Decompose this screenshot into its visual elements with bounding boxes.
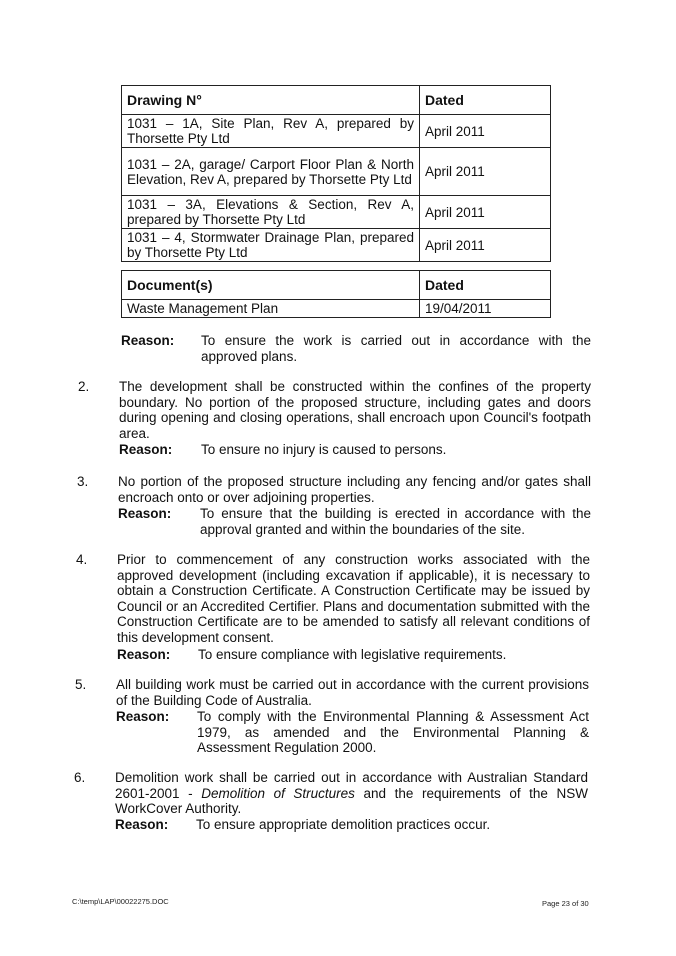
reason-text: To ensure compliance with legislative requirements. xyxy=(198,647,507,662)
drawing-date: April 2011 xyxy=(420,148,551,196)
standard-title: Demolition of Structures xyxy=(201,785,355,801)
reason-text: To ensure the work is carried out in accordance with the approved plans. xyxy=(201,333,591,364)
column-header-dated: Dated xyxy=(420,86,551,115)
column-header-drawing: Drawing N° xyxy=(122,86,420,115)
drawings-table xyxy=(121,85,551,262)
drawing-description: 1031 – 4, Stormwater Drainage Plan, prepared by Thorsette Pty Ltd xyxy=(122,229,420,262)
condition-number: 2. xyxy=(78,379,90,394)
column-header-dated: Dated xyxy=(420,271,551,300)
condition-text xyxy=(115,770,588,817)
table-row xyxy=(122,148,551,196)
condition-text-end: and the requirements of the NSW WorkCover Authority. xyxy=(115,785,588,816)
table-row xyxy=(122,115,551,148)
condition-text: All building work must be carried out in accordance with the current provisions of the Building Code of Australia. xyxy=(116,677,589,708)
reason-text: To ensure no injury is caused to persons. xyxy=(201,442,447,457)
condition-text: No portion of the proposed structure including any fencing and/or gates shall encroach onto or over adjoining properties. xyxy=(118,474,591,505)
reason-block xyxy=(119,442,591,458)
reason-label: Reason: xyxy=(121,333,175,348)
reason-label: Reason: xyxy=(119,442,173,457)
reason-label: Reason: xyxy=(118,506,172,521)
reason-label: Reason: xyxy=(115,817,169,832)
table-header-row xyxy=(122,271,551,300)
table-row xyxy=(122,196,551,229)
footer-page-number: Page 23 of 30 xyxy=(542,899,589,908)
condition-number: 5. xyxy=(75,677,87,692)
condition-text: Prior to commencement of any construction works associated with the approved development (including excavation if applicable), it is necessary to obtain a Construction Certificate. A Construction Certificate may be issued by Council or an Accredited Certifier. Plans and documentation submitted with the Construction Certificate are to be amended to satisfy all relevant conditions of this development consent. xyxy=(117,552,590,645)
reason-block xyxy=(118,506,591,538)
drawing-description: 1031 – 2A, garage/ Carport Floor Plan & North Elevation, Rev A, prepared by Thorsette Pty Ltd xyxy=(122,148,420,196)
reason-block xyxy=(121,333,591,365)
drawing-date: April 2011 xyxy=(420,196,551,229)
drawing-description: 1031 – 1A, Site Plan, Rev A, prepared by Thorsette Pty Ltd xyxy=(122,115,420,148)
reason-block xyxy=(115,817,588,833)
condition-text: The development shall be constructed within the confines of the property boundary. No portion of the proposed structure, including gates and doors during opening and closing operations, shall encroach upon Council's footpath area. xyxy=(119,379,591,441)
drawing-date: April 2011 xyxy=(420,229,551,262)
reason-block xyxy=(117,647,590,663)
table-row xyxy=(122,300,551,318)
condition-item xyxy=(74,770,588,818)
condition-text-start: Demolition work shall be carried out in accordance with Australian Standard 2601-2001 - xyxy=(115,770,588,801)
reason-text: To ensure that the building is erected in accordance with the approval granted and within the boundaries of the site. xyxy=(200,506,591,537)
documents-table xyxy=(121,270,551,318)
condition-item xyxy=(75,677,589,709)
condition-number: 4. xyxy=(76,552,88,567)
condition-item xyxy=(77,474,591,506)
column-header-documents: Document(s) xyxy=(122,271,420,300)
reason-label: Reason: xyxy=(116,709,170,724)
condition-item xyxy=(78,379,591,443)
reason-text: To ensure appropriate demolition practices occur. xyxy=(196,817,491,832)
reason-text: To comply with the Environmental Planning & Assessment Act 1979, as amended and the Environmental Planning & Assessment Regulation 2000. xyxy=(197,709,589,755)
footer-file-path: C:\temp\LAP\00022275.DOC xyxy=(72,897,169,906)
condition-item xyxy=(76,552,590,648)
table-row xyxy=(122,229,551,262)
drawing-date: April 2011 xyxy=(420,115,551,148)
reason-label: Reason: xyxy=(117,647,171,662)
reason-block xyxy=(116,709,589,757)
condition-number: 6. xyxy=(74,770,86,785)
document-date: 19/04/2011 xyxy=(420,300,551,318)
condition-number: 3. xyxy=(77,474,89,489)
document-description: Waste Management Plan xyxy=(122,300,420,318)
table-header-row xyxy=(122,86,551,115)
drawing-description: 1031 – 3A, Elevations & Section, Rev A, prepared by Thorsette Pty Ltd xyxy=(122,196,420,229)
